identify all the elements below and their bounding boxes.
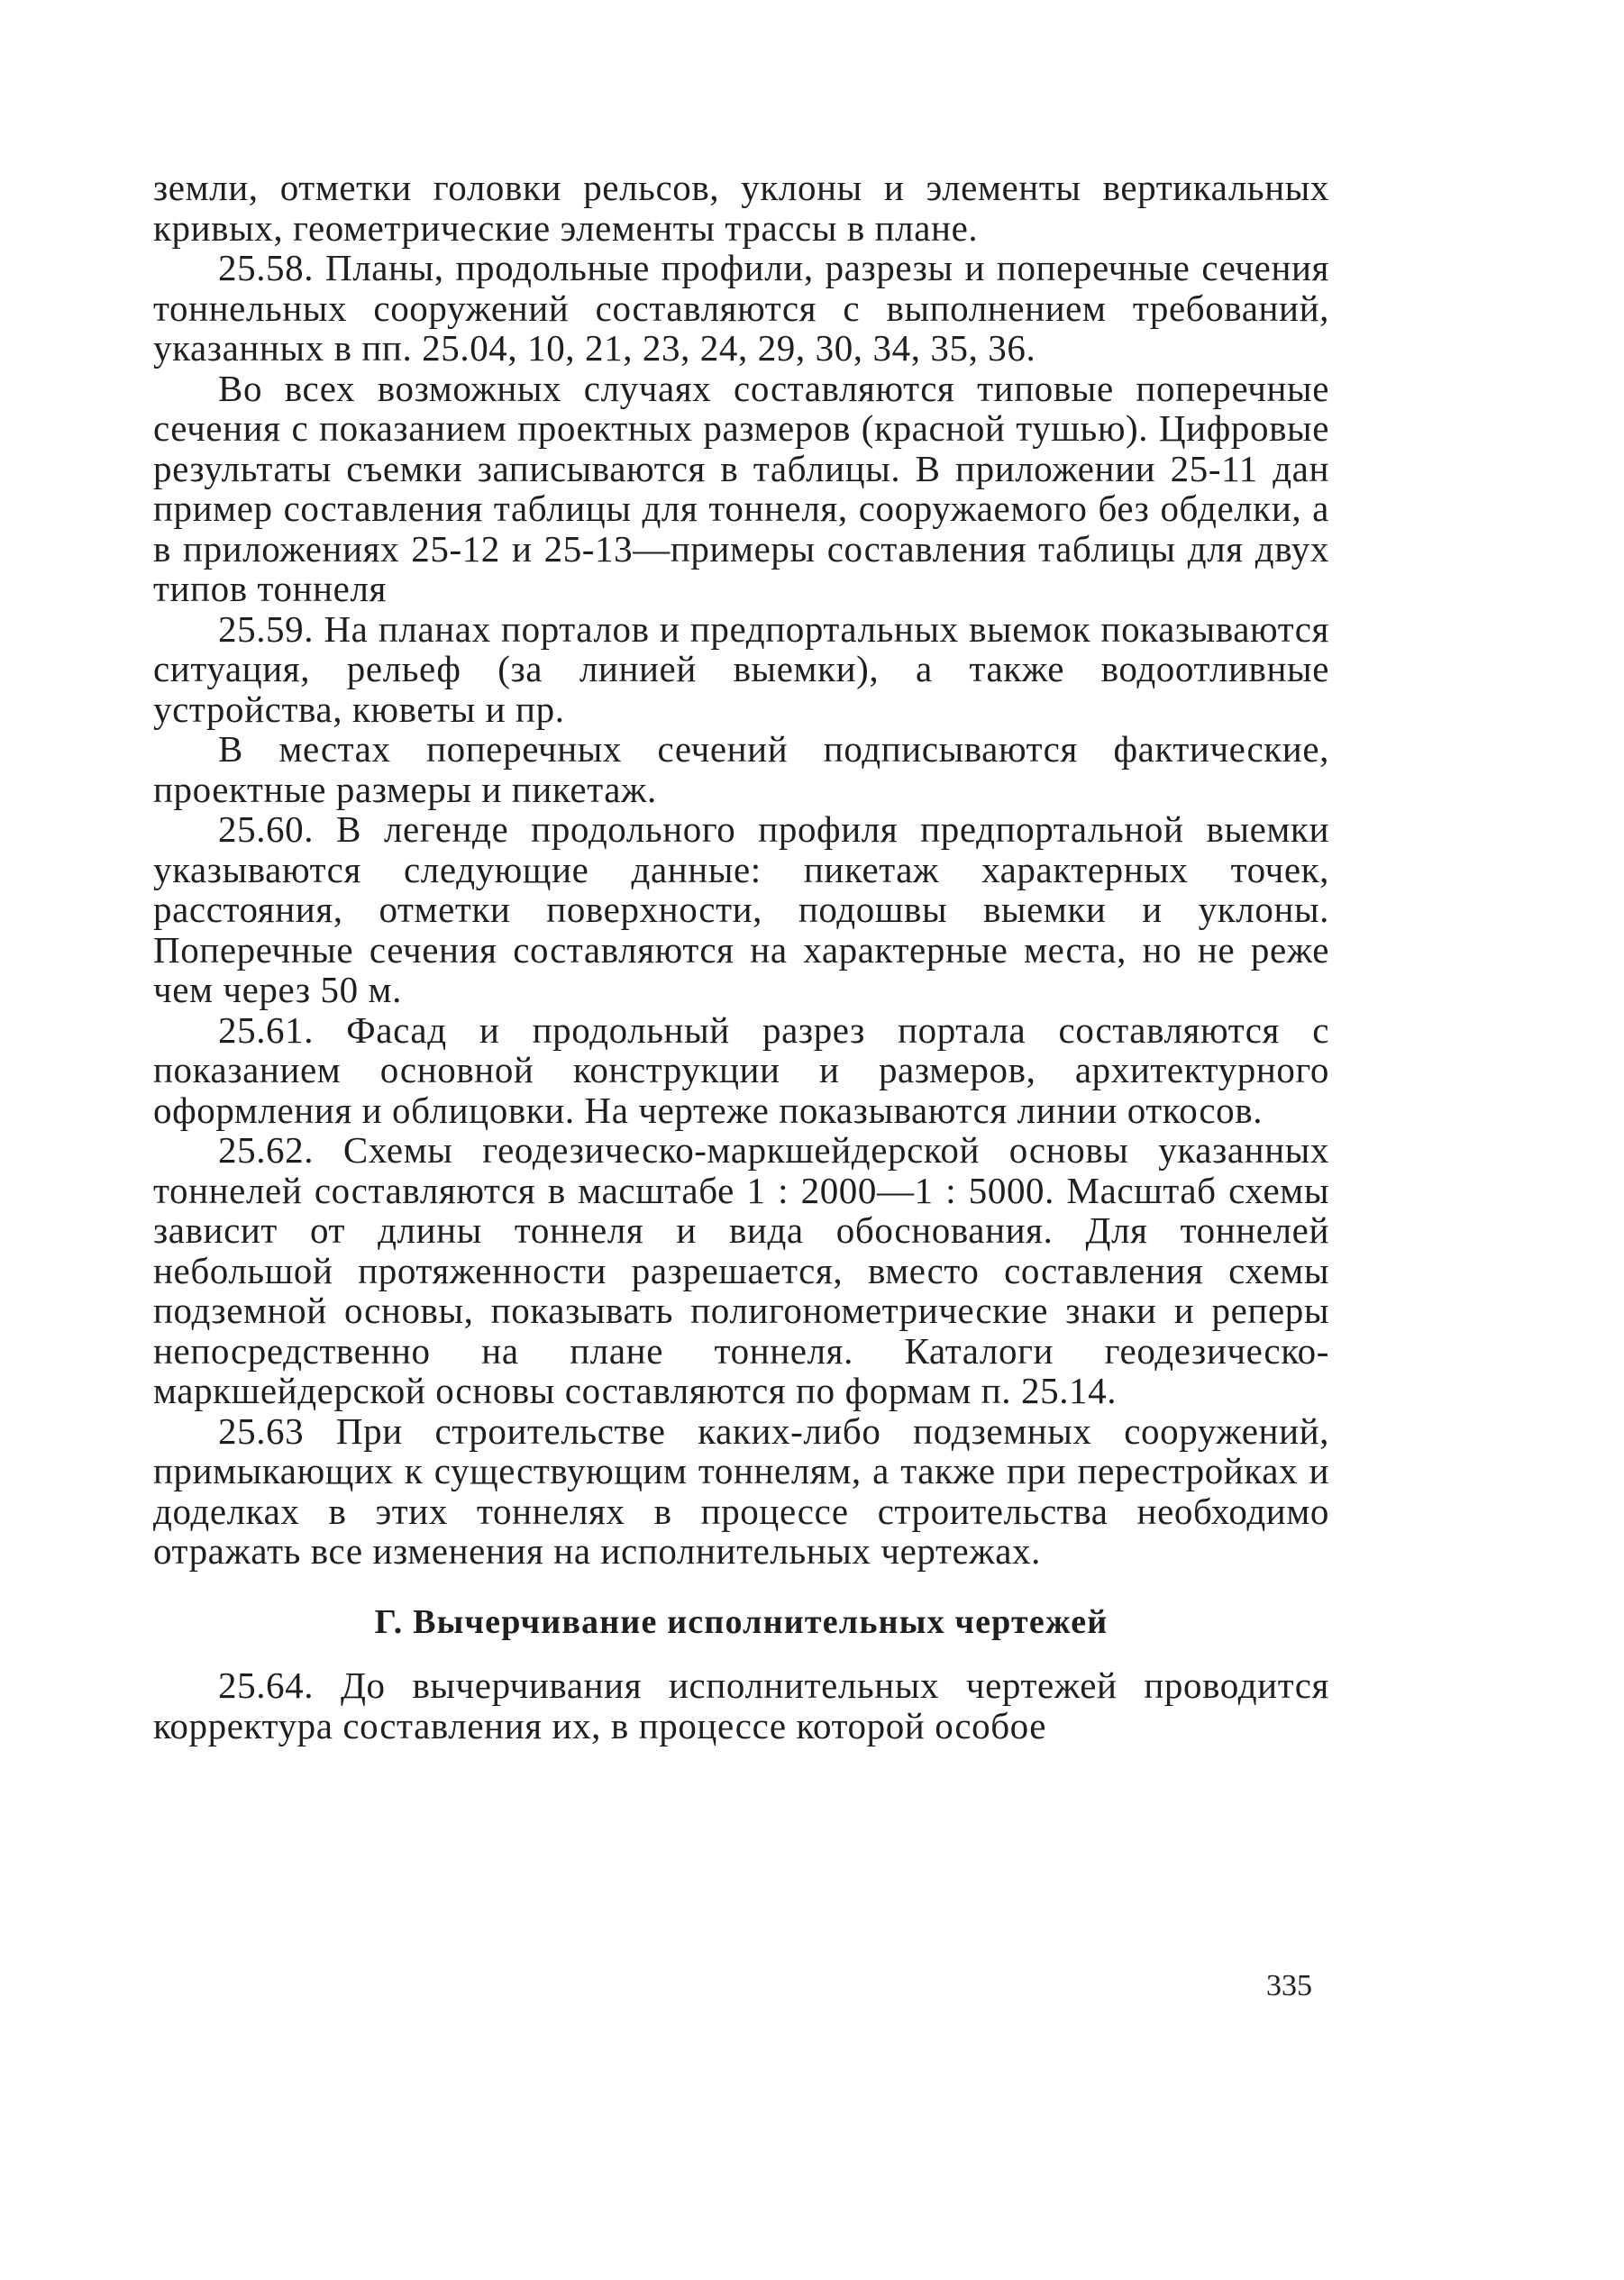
page-number: 335: [1266, 1969, 1312, 2002]
paragraph-25-63: 25.63 При строительстве каких-либо подземных сооружений, примыкающих к существующим тоннелям, а также при перестройках и доделках в этих тоннелях в процессе строительства необходимо отражать все изменения на исполнительных чертежах.: [153, 1409, 1329, 1572]
paragraph-continuation: земли, отметки головки рельсов, уклоны и элементы вертикальных кривых, геометрические элементы трассы в плане.: [153, 167, 1329, 249]
paragraph-25-64: 25.64. До вычерчивания исполнительных чертежей проводится корректура составления их, в процессе которой особое: [153, 1664, 1329, 1746]
paragraph-25-59: 25.59. На планах порталов и предпортальных выемок показываются ситуация, рельеф (за линией выемки), а также водоотливные устройства, кюветы и пр.: [153, 607, 1329, 730]
paragraph-25-58: 25.58. Планы, продольные профили, разрезы и поперечные сечения тоннельных сооружений составляются с выполнением требований, указанных в пп. 25.04, 10, 21, 23, 24, 29, 30, 34, 35, 36.: [153, 247, 1329, 369]
paragraph-cross-section-places: В местах поперечных сечений подписываются фактические, проектные размеры и пикетаж.: [153, 728, 1329, 810]
section-heading: Г. Вычерчивание исполнительных чертежей: [374, 1602, 1109, 1641]
paragraph-typical-sections: Во всех возможных случаях составляются типовые поперечные сечения с показанием проектных размеров (красной тушью). Цифровые результаты съемки записываются в таблицы. В приложении 25-11 дан пример составления таблицы для тоннеля, сооружаемого без обделки, а в приложениях 25-12 и 25-13—примеры составления таблицы для двух типов тоннеля: [153, 367, 1329, 609]
page-body: [153, 168, 1329, 1746]
paragraph-25-60: 25.60. В легенде продольного профиля предпортальной выемки указываются следующие данные: пикетаж характерных точек, расстояния, отметки поверхности, подошвы выемки и уклоны. Поперечные сечения составляются на характерные места, но не реже чем через 50 м.: [153, 808, 1329, 1010]
paragraph-25-61: 25.61. Фасад и продольный разрез портала составляются с показанием основной конструкции и размеров, архитектурного оформления и облицовки. На чертеже показываются линии откосов.: [153, 1008, 1329, 1131]
paragraph-25-62: 25.62. Схемы геодезическо-маркшейдерской основы указанных тоннелей составляются в масштабе 1 : 2000—1 : 5000. Масштаб схемы зависит от длины тоннеля и вида обоснования. Для тоннелей небольшой протяженности разрешается, вместо составления схемы подземной основы, показывать полигонометрические знаки и реперы непосредственно на плане тоннеля. Каталоги геодезическо-маркшейдерской основы составляются по формам п. 25.14.: [153, 1129, 1329, 1411]
